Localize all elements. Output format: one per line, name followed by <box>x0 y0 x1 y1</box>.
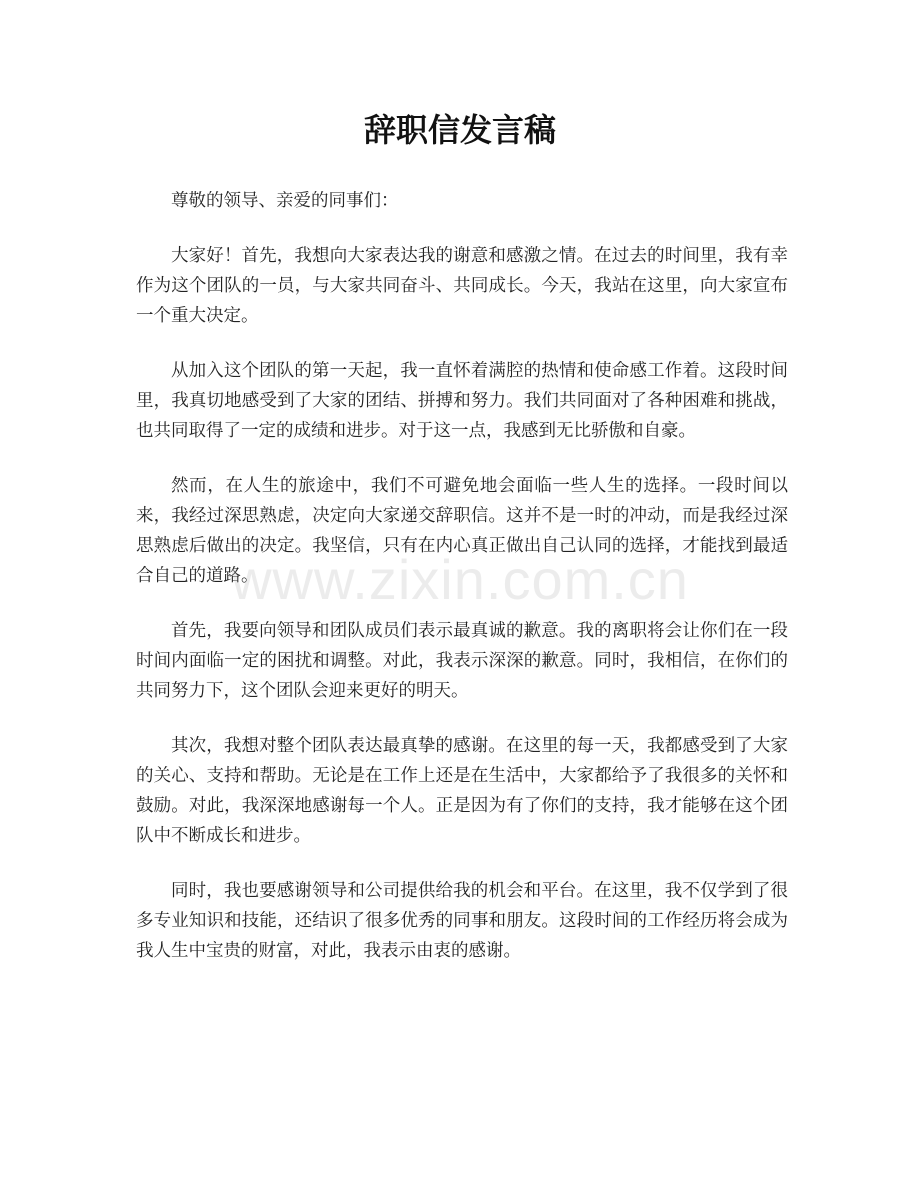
document-title: 辞职信发言稿 <box>363 111 556 149</box>
body-paragraph: 从加入这个团队的第一天起，我一直怀着满腔的热情和使命感工作着。这段时间里，我真切地感受到了大家的团结、拼搏和努力。我们共同面对了各种困难和挑战，也共同取得了一定的成绩和进步。对于这一点，我感到无比骄傲和自豪。 <box>136 361 788 441</box>
document-body <box>136 186 788 991</box>
body-paragraph: 然而，在人生的旅途中，我们不可避免地会面临一些人生的选择。一段时间以来，我经过深思熟虑，决定向大家递交辞职信。这并不是一时的冲动，而是我经过深思熟虑后做出的决定。我坚信，只有在内心真正做出自己认同的选择，才能找到最适合自己的道路。 <box>136 476 788 586</box>
watermark-text: www.zixin.com.cn <box>231 548 689 611</box>
body-paragraph: 同时，我也要感谢领导和公司提供给我的机会和平台。在这里，我不仅学到了很多专业知识和技能，还结识了很多优秀的同事和朋友。这段时间的工作经历将会成为我人生中宝贵的财富，对此，我表示由衷的感谢。 <box>136 881 788 961</box>
body-paragraph: 首先，我要向领导和团队成员们表示最真诚的歉意。我的离职将会让你们在一段时间内面临一定的困扰和调整。对此，我表示深深的歉意。同时，我相信，在你们的共同努力下，这个团队会迎来更好的明天。 <box>136 621 788 701</box>
body-paragraph: 其次，我想对整个团队表达最真挚的感谢。在这里的每一天，我都感受到了大家的关心、支持和帮助。无论是在工作上还是在生活中，大家都给予了我很多的关怀和鼓励。对此，我深深地感谢每一个人。正是因为有了你们的支持，我才能够在这个团队中不断成长和进步。 <box>136 736 788 846</box>
salutation-paragraph: 尊敬的领导、亲爱的同事们： <box>171 191 399 211</box>
body-paragraph: 大家好！首先，我想向大家表达我的谢意和感激之情。在过去的时间里，我有幸作为这个团队的一员，与大家共同奋斗、共同成长。今天，我站在这里，向大家宣布一个重大决定。 <box>136 246 788 326</box>
